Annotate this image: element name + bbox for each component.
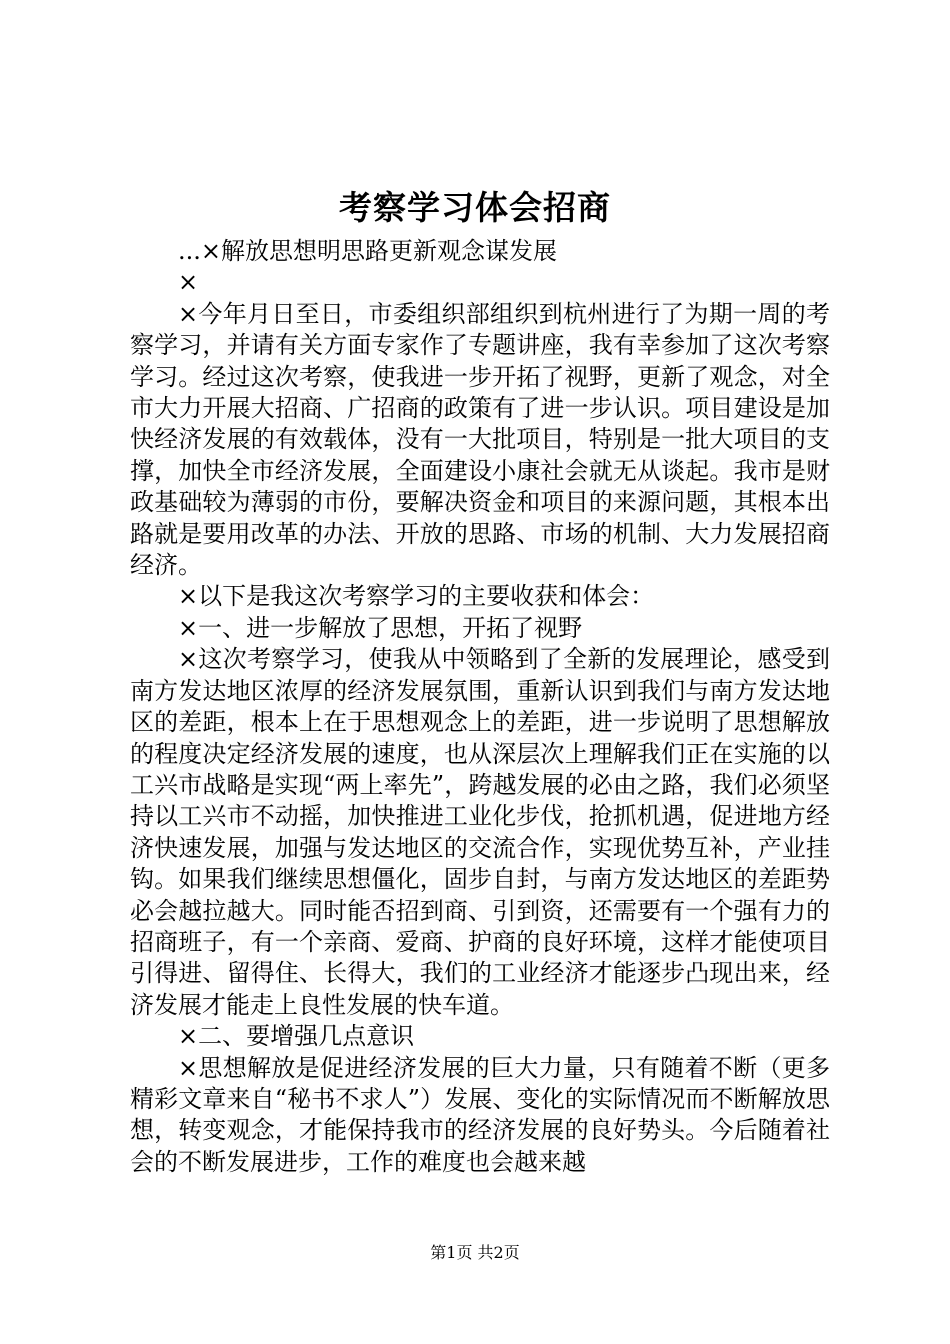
- document-body: [130, 236, 830, 1178]
- paragraph: ×思想解放是促进经济发展的巨大力量，只有随着不断（更多精彩文章来自“秘书不求人”）发展、变化的实际情况而不断解放思想，转变观念，才能保持我市的经济发展的良好势头。今后随着社会的不断发展进步，工作的难度也会越来越: [130, 1053, 830, 1176]
- paragraph: ×一、进一步解放了思想，开拓了视野: [178, 613, 583, 642]
- paragraph: ×: [178, 268, 199, 297]
- page-footer: 第1页 共2页: [430, 1243, 520, 1262]
- paragraph: ×今年月日至日，市委组织部组织到杭州进行了为期一周的考察学习，并请有关方面专家作了专题讲座，我有幸参加了这次考察学习。经过这次考察，使我进一步开拓了视野，更新了观念，对全市大力开展大招商、广招商的政策有了进一步认识。项目建设是加快经济发展的有效载体，没有一大批项目，特别是一批大项目的支撑，加快全市经济发展，全面建设小康社会就无从谈起。我市是财政基础较为薄弱的市份，要解决资金和项目的来源问题，其根本出路就是要用改革的办法、开放的思路、市场的机制、大力发展招商经济。: [130, 299, 830, 580]
- paragraph: ×以下是我这次考察学习的主要收获和体会：: [178, 582, 655, 611]
- paragraph: ×二、要增强几点意识: [178, 1022, 415, 1051]
- paragraph: ×这次考察学习，使我从中领略到了全新的发展理论，感受到南方发达地区浓厚的经济发展氛围，重新认识到我们与南方发达地区的差距，根本上在于思想观念上的差距，进一步说明了思想解放的程度决定经济发展的速度，也从深层次上理解我们正在实施的以工兴市战略是实现“两上率先”，跨越发展的必由之路，我们必须坚持以工兴市不动摇，加快推进工业化步伐，抢抓机遇，促进地方经济快速发展，加强与发达地区的交流合作，实现优势互补，产业挂钩。如果我们继续思想僵化，固步自封，与南方发达地区的差距势必会越拉越大。同时能否招到商、引到资，还需要有一个强有力的招商班子，有一个亲商、爱商、护商的良好环境，这样才能使项目引得进、留得住、长得大，我们的工业经济才能逐步凸现出来，经济发展才能走上良性发展的快车道。: [130, 645, 830, 1019]
- document-title: 考察学习体会招商: [339, 188, 611, 227]
- paragraph: ...×解放思想明思路更新观念谋发展: [178, 237, 557, 265]
